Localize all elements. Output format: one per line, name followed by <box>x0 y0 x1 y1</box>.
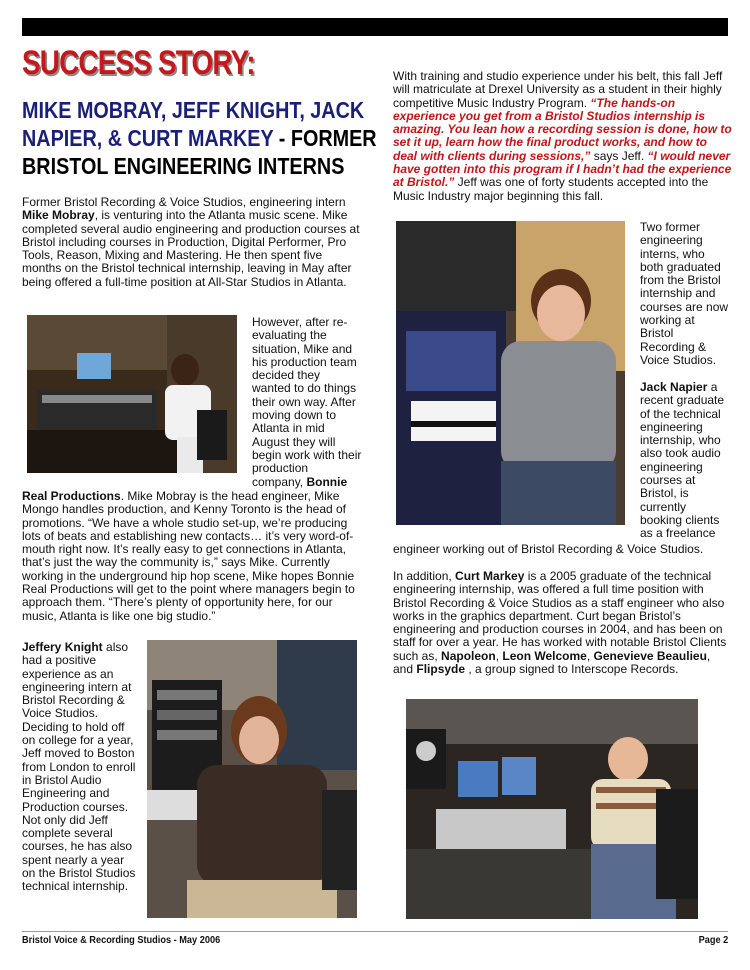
header-bar <box>22 18 728 36</box>
article-subtitle <box>22 96 392 180</box>
page-title: SUCCESS STORY: <box>22 44 255 82</box>
says-jeff: says Jeff. <box>590 148 648 163</box>
jeff-quote-1: “The hands-on experience you get from a Bristol Studios internship is amazing. You lean how a recording session is done, how to set it up, learn how the final product works, and how to deal with clients during sessions,” <box>393 95 732 163</box>
studio-photo-icon <box>27 315 237 473</box>
jack-paragraph <box>640 381 730 541</box>
jack-text: a recent graduate of the technical engineering internship, who also took audio engineering courses at Bristol, is currently booking clients as a freelance <box>640 380 725 541</box>
client-flipsyde: Flipsyde <box>416 662 466 677</box>
studio-photo-icon <box>147 640 357 918</box>
jeff-text: also had a positive experience as an engineering intern at Bristol Recording & Voice Studios. Deciding to hold off on college for a year, Jeff moved to Boston from London to enroll in Bristol Audio Engineering and Production courses. Not only did Jeff complete several courses, he has also spent nearly a year on the Bristol Studios technical internship. <box>22 640 136 894</box>
studio-photo-icon <box>406 699 698 919</box>
curt-name: Curt Markey <box>455 569 525 583</box>
curt-paragraph <box>393 570 733 676</box>
mike-name: Mike Mobray <box>22 208 95 223</box>
client-genevieve-beaulieu: Genevieve Beaulieu <box>593 648 707 663</box>
jeff-quote-2: “I would never have gotten into this program if I hadn’t had the experience at Bristol.” <box>393 148 732 190</box>
mike-continue-text: . Mike Mobray is the head engineer, Mike Mongo handles production, and Kenny Toronto is the head of promotions. “We have a whole studio set-up, we’re producing lots of beats and establishing new contacts… it’s very word-of-mouth right now. It’s really easy to get connections in Atlanta, that’s just the way the community is,” says Mike. Currently working in the underground hip hop scene, Mike hopes Bonnie Real Productions will get to the point where managers begin to approach them. “There’s plenty of opportunity here, for our music, Atlanta is like one big studio.” <box>22 489 355 623</box>
footer-page-number: Page 2 <box>698 935 728 946</box>
bonnie-name-b: Real Productions <box>22 489 121 503</box>
curt-text-b: is a 2005 graduate of the technical engineering internship, was offered a full time position with Bristol Recording & Voice Studios as a staff engineer who also works in the graphics department. Curt began Bristol’s engineering and production courses in 2004, and has been on staff for over a year. He has worked with notable Bristol Clients such as, <box>393 569 727 663</box>
mike-continue-paragraph <box>22 490 362 623</box>
jeff-name: Jeffery Knight <box>22 640 103 654</box>
client-separator: , and <box>393 648 711 677</box>
client-leon-welcome: Leon Welcome <box>502 648 587 663</box>
intro-paragraph <box>22 196 362 289</box>
photo-jack-napier <box>396 221 625 525</box>
mike-wrap-text: However, after re-evaluating the situation, Mike and his production team decided they wanted to do things their own way. After moving down to Atlanta in mid August they will begin work with their production company, <box>252 315 362 489</box>
drexel-text: With training and studio experience under his belt, this fall Jeff will matriculate at Drexel University as a student in their highly competitive Music Industry Program. <box>393 69 723 110</box>
jack-end-line: engineer working out of Bristol Recording & Voice Studios. <box>393 542 704 556</box>
curt-text-a: In addition, <box>393 569 456 583</box>
client-separator: , <box>586 648 594 663</box>
jeff-paragraph <box>22 641 140 894</box>
intro-text-b: , is venturing into the Atlanta music scene. Mike completed several audio engineering and production courses at Bristol including courses in Production, Digital Performer, Pro Tools, Reason, Mixing and Mastering. He then spent five months on the Bristol technical internship, leaving in May after being offered a full-time position at All-Star Studios in Atlanta. <box>22 208 360 289</box>
client-separator: , <box>495 648 503 663</box>
curt-text-c: , a group signed to Interscope Records. <box>465 662 679 677</box>
drexel-text-end: Jeff was one of forty students accepted into the Music Industry major beginning this fall. <box>393 175 709 203</box>
two-former-paragraph: Two former engineering interns, who both graduated from the Bristol internship and courses are now working at Bristol Recording & Voice Studios. <box>640 220 729 367</box>
subtitle-tail: - FORMER BRISTOL ENGINEERING INTERNS <box>22 125 377 179</box>
subtitle-names: MIKE MOBRAY, JEFF KNIGHT, JACK NAPIER, & CURT MARKEY <box>22 97 365 151</box>
photo-mike-mobray <box>27 315 237 473</box>
mike-wrap-paragraph <box>252 316 362 489</box>
jack-name: Jack Napier <box>640 380 708 394</box>
studio-photo-icon <box>396 221 625 525</box>
footer-rule <box>22 931 728 932</box>
intro-text-a: Former Bristol Recording & Voice Studios, engineering intern <box>22 195 346 209</box>
photo-jeff-knight <box>147 640 357 918</box>
jeff-drexel-paragraph <box>393 70 733 203</box>
footer-publication: Bristol Voice & Recording Studios - May 2006 <box>22 935 221 946</box>
bonnie-name-a: Bonnie <box>306 474 348 489</box>
client-napoleon: Napoleon <box>441 648 496 663</box>
photo-curt-markey <box>406 699 698 919</box>
